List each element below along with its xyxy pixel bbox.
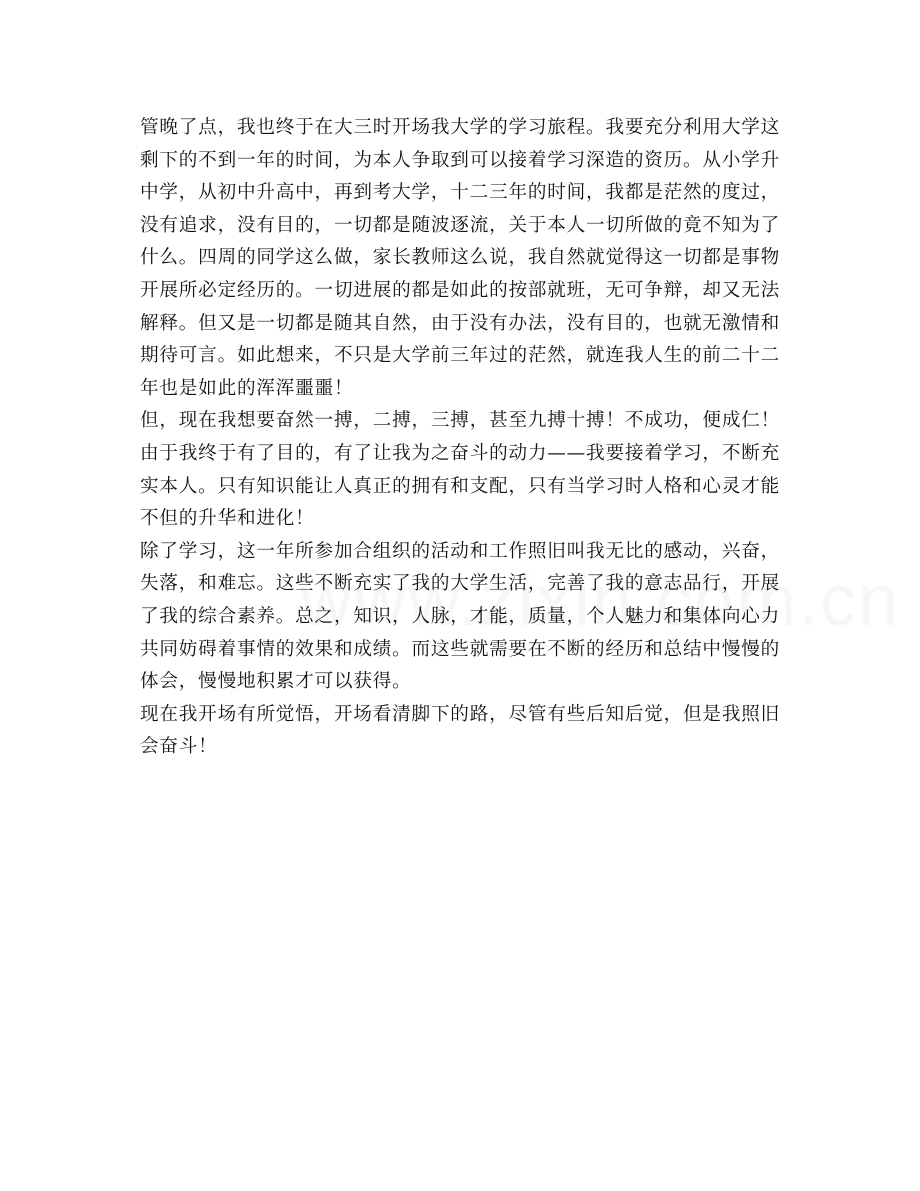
document-body xyxy=(140,112,780,764)
paragraph-2: 但，现在我想要奋然一搏，二搏，三搏，甚至九搏十搏！不成功，便成仁！由于我终于有了目的，有了让我为之奋斗的动力——我要接着学习，不断充实本人。只有知识能让人真正的拥有和支配，只有当学习时人格和心灵才能不但的升华和进化！ xyxy=(140,410,780,530)
paragraph-3: 除了学习，这一年所参加合组织的活动和工作照旧叫我无比的感动，兴奋，失落，和难忘。这些不断充实了我的大学生活，完善了我的意志品行，开展了我的综合素养。总之，知识，人脉，才能，质量，个人魅力和集体向心力共同妨碍着事情的效果和成绩。而这些就需要在不断的经历和总结中慢慢的体会，慢慢地积累才可以获得。 xyxy=(140,540,780,693)
paragraph-4: 现在我开场有所觉悟，开场看清脚下的路，尽管有些后知后觉，但是我照旧会奋斗！ xyxy=(140,703,780,758)
paragraph-1: 管晚了点，我也终于在大三时开场我大学的学习旅程。我要充分利用大学这剩下的不到一年的时间，为本人争取到可以接着学习深造的资历。从小学升中学，从初中升高中，再到考大学，十二三年的时间，我都是茫然的度过，没有追求，没有目的，一切都是随波逐流，关于本人一切所做的竟不知为了什么。四周的同学这么做，家长教师这么说，我自然就觉得这一切都是事物开展所必定经历的。一切进展的都是如此的按部就班，无可争辩，却又无法解释。但又是一切都是随其自然，由于没有办法，没有目的，也就无激情和期待可言。如此想来，不只是大学前三年过的茫然，就连我人生的前二十二年也是如此的浑浑噩噩！ xyxy=(140,117,780,399)
